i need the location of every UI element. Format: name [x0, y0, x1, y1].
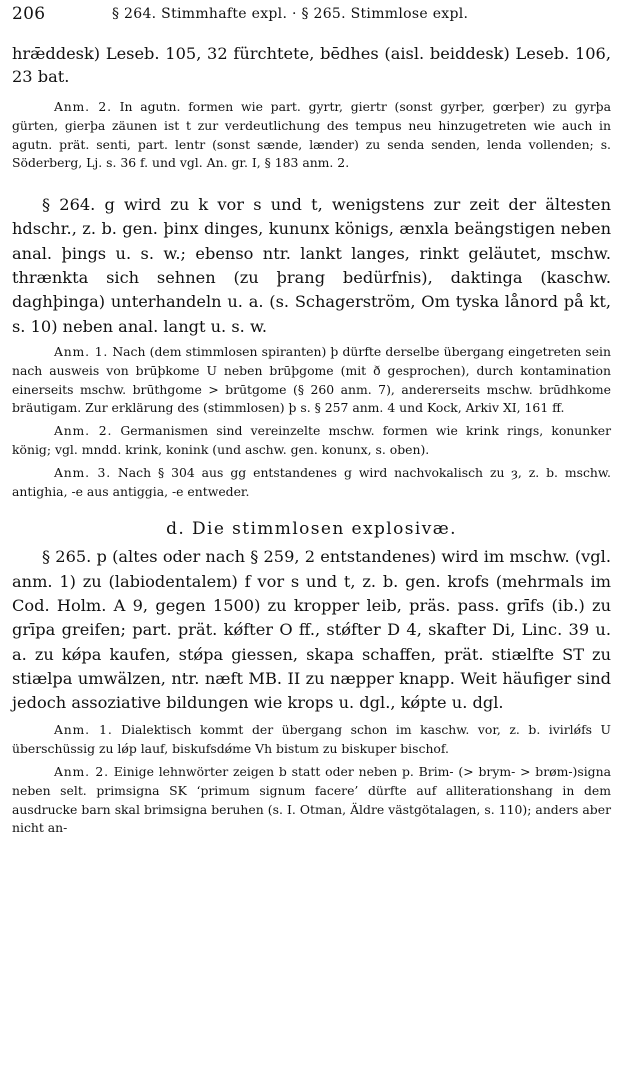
- page-header: [12, 0, 611, 28]
- note-text: Germanismen sind vereinzelte mschw. formen wie krink rings, konunker könig; vgl. mndd. krink, konink (und aschw. gen. konunx, s. oben).: [12, 423, 611, 457]
- continuation-paragraph: hrǣddesk) Leseb. 105, 32 fürchtete, bēdhes (aisl. beiddesk) Leseb. 106, 23 bat.: [12, 44, 611, 86]
- note-label: Anm. 1.: [54, 343, 109, 359]
- note-label: Anm. 2.: [54, 423, 113, 439]
- note-text: Einige lehnwörter zeigen b statt oder neben p. Brim- (> brym- > brøm-)signa neben selt. primsigna SK ‘primum signum facere’ dürfte auf alliterationshang in dem ausdrucke barn skal brimsigna beruhen (s. I. Otman, Äldre västgötalagen, s. 110); anders aber nicht an-: [12, 764, 611, 836]
- running-title: § 264. Stimmhafte expl. · § 265. Stimmlose expl.: [112, 6, 469, 22]
- section-264-paragraph: § 264. g wird zu k vor s und t, wenigstens zur zeit der ältesten hdschr., z. b. gen. þinx dinges, kununx königs, ænxla beängstigen neben anal. þings u. s. w.; ebenso ntr. lankt langes, rinkt geläutet, mschw. thrænkta sich sehnen (zu þrang bedürfnis), daktinga (kaschw. daghþinga) unterhandeln u. a. (s. Schagerström, Om tyska lånord på kt, s. 10) neben anal. langt u. s. w.: [12, 195, 611, 336]
- note-text: Nach (dem stimmlosen spiranten) þ dürfte derselbe übergang eingetreten sein nach ausweis von brūþkome U neben brūþgome (mit ð gesprochen), durch kontamination einerseits mschw. brūthgome > brūtgome (§ 260 anm. 7), andererseits mschw. brūdhkome bräutigam. Zur erklärung des (stimmlosen) þ s. § 257 anm. 4 und Kock, Arkiv XI, 161 ff.: [12, 343, 611, 416]
- note-text: In agutn. formen wie part. gyrtr, giertr (sonst gyrþer, gœrþer) zu gyrþa gürten, gierþa zäunen ist t zur verdeutlichung des tempus neu hinzugetreten wie auch in agutn. prät. senti, part. lentr (sonst sænde, lænder) zu senda senden, lenda vollenden; s. Söderberg, Lj. s. 36 f. und vgl. An. gr. I, § 183 anm. 2.: [12, 99, 611, 171]
- note-265-anm-2: [12, 763, 611, 838]
- note-label: Anm. 1.: [54, 722, 113, 738]
- section-d-heading: d. Die stimmlosen explosivæ.: [166, 519, 457, 540]
- note-label: Anm. 3.: [54, 464, 111, 480]
- note-text: Nach § 304 aus gg entstandenes g wird nachvokalisch zu ȝ, z. b. mschw. antighia, -e aus antiggia, -e entweder.: [12, 464, 611, 499]
- note-text: Dialektisch kommt der übergang schon im kaschw. vor, z. b. ivirlǿfs U überschüssig zu lǿp lauf, biskufsdǿme Vh bistum zu biskuper bischof.: [12, 722, 611, 757]
- footnote-anm-2-top: [12, 98, 611, 173]
- note-label: Anm. 2.: [54, 99, 112, 114]
- note-264-anm-2: [12, 422, 611, 460]
- section-265-paragraph: § 265. p (altes oder nach § 259, 2 entstandenes) wird im mschw. (vgl. anm. 1) zu (labiodentalem) f vor s und t, z. b. gen. krofs (mehrmals im Cod. Holm. A 9, gegen 1500) zu kropper leib, präs. pass. grīfs (ib.) zu grīpa greifen; part. prät. kǿfter O ff., stǿfter D 4, skafter Di, Linc. 39 u. a. zu kǿpa kaufen, stǿpa giessen, skapa schaffen, prät. stiælfte ST zu stiælpa umwälzen, ntr. næft MB. II zu næpper knapp. Weit häufiger sind jedoch assoziative bildungen wie krops u. dgl., kǿpte u. dgl.: [12, 547, 611, 713]
- page-number: 206: [12, 4, 46, 24]
- note-264-anm-1: [12, 343, 611, 418]
- note-label: Anm. 2.: [54, 764, 109, 780]
- note-265-anm-1: [12, 721, 611, 759]
- note-264-anm-3: [12, 464, 611, 502]
